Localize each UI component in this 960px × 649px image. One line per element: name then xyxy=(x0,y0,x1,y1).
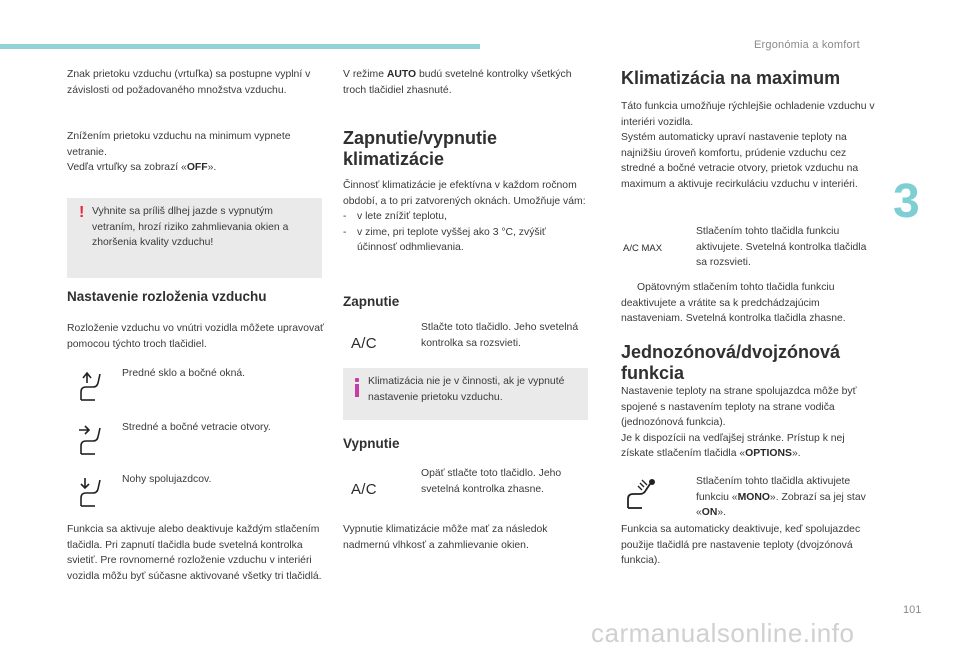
ac-max-paragraph-1: Táto funkcia umožňuje rýchlejšie ochladenie vzduchu v interiéri vozidla. xyxy=(621,101,875,128)
option-footwell-label: Nohy spolujazdcov. xyxy=(122,474,212,485)
zone-footer-paragraph: Funkcia sa automaticky deaktivuje, keď spolujazdec použije tlačidlá pre nastavenie teploty (dvojzónová funkcia). xyxy=(621,524,861,566)
mono-seat-icon xyxy=(622,477,662,511)
ac-intro xyxy=(343,178,588,256)
mono-text: Stlačením tohto tlačidla aktivujete funkciu «MONO». Zobrazí sa jej stav «ON». xyxy=(696,476,866,518)
distribution-footer-paragraph: Funkcia sa aktivuje alebo deaktivuje každým stlačením tlačidla. Pri zapnutí tlačidla bude svetelná kontrolka svietiť. Pre rovnomerné rozloženie vzduchu v interiéri vozidla môžu byť súčasne aktivované všetky tri tlačidlá. xyxy=(67,524,322,582)
ac-max-on-text: Stlačením tohto tlačidla funkciu aktivujete. Svetelná kontrolka tlačidla sa rozsvieti. xyxy=(696,226,867,268)
header-accent-bar xyxy=(0,44,480,49)
ac-max-off-text: Opätovným stlačením tohto tlačidla funkciu deaktivujete a vrátite sa k predchádzajúcim nastaveniam. Svetelná kontrolka tlačidla zhasne. xyxy=(621,282,846,324)
ac-max-button-icon: A/C MAX xyxy=(623,243,663,254)
zone-paragraph: Nastavenie teploty na strane spolujazdca môže byť spojené s nastavením teploty na strane vodiča (jednozónová funkcia). xyxy=(621,386,857,428)
switch-on-heading: Zapnutie xyxy=(343,294,400,309)
switch-off-text: Opäť stlačte toto tlačidlo. Jeho svetelná kontrolka zhasne. xyxy=(421,468,562,495)
footwell-airflow-icon xyxy=(73,476,107,508)
zone-heading: Jednozónová/dvojzónová funkcia xyxy=(621,342,841,383)
list-item: - v lete znížiť teplotu, xyxy=(343,211,447,222)
info-icon xyxy=(354,378,360,397)
ac-benefits-list xyxy=(343,209,588,256)
distribution-paragraph: Rozloženie vzduchu vo vnútri vozidla môžete upravovať pomocou týchto troch tlačidiel. xyxy=(67,323,324,350)
distribution-heading-wrap xyxy=(67,289,325,305)
chapter-number: 3 xyxy=(893,175,920,228)
airflow-minimum-paragraph: Znížením prietoku vzduchu na minimum vypnete vetranie. xyxy=(67,131,291,158)
off-label: OFF xyxy=(186,162,208,173)
mono-label: MONO xyxy=(737,491,770,503)
section-title: Ergonómia a komfort xyxy=(754,39,860,51)
vents-airflow-icon xyxy=(73,424,107,456)
list-item: - v zime, pri teplote vyššej ako 3 °C, zvýšiť účinnosť odhmlievania. xyxy=(343,226,546,253)
col1-airflow-text xyxy=(67,67,325,98)
auto-label: AUTO xyxy=(386,69,417,80)
ac-onoff-heading: Zapnutie/vypnutie klimatizácie xyxy=(343,128,498,169)
airflow-fan-paragraph: Znak prietoku vzduchu (vrtuľka) sa postupne vyplní v závislosti od požadovaného množstva vzduchu. xyxy=(67,69,311,96)
page-number: 101 xyxy=(903,604,922,616)
col1-minimum-text xyxy=(67,129,325,176)
auto-mode-paragraph: V režime AUTO budú svetelné kontrolky všetkých troch tlačidiel zhasnuté. xyxy=(343,69,572,96)
ac-intro-paragraph: Činnosť klimatizácie je efektívna v každom ročnom období, a to pri zatvorených oknách. Umožňuje vám: xyxy=(343,180,586,207)
ac-button-icon-off: A/C xyxy=(351,481,377,498)
zone-footer xyxy=(621,522,879,569)
distribution-intro xyxy=(67,321,325,352)
zone-intro xyxy=(621,384,879,462)
ac-max-paragraph-2: Systém automaticky upraví nastavenie teploty na najnižšiu úroveň komfortu, prúdenie vzduchu cez stredné a bočné vetracie otvory, prietok vzduchu na maximum a aktivuje recirkuláciu vzduchu v interiéri. xyxy=(621,132,859,190)
distribution-footer xyxy=(67,522,325,584)
warning-box xyxy=(67,198,322,278)
switch-on-heading-wrap xyxy=(343,294,588,310)
ac-max-heading: Klimatizácia na maximum xyxy=(621,68,841,88)
options-label: OPTIONS xyxy=(745,448,792,459)
ac-max-heading-wrap xyxy=(621,68,879,89)
watermark: carmanualsonline.info xyxy=(591,618,855,648)
switch-off-heading: Vypnutie xyxy=(343,436,400,451)
ac-max-intro xyxy=(621,99,879,192)
info-box xyxy=(343,368,588,420)
ac-onoff-heading-wrap xyxy=(343,128,588,170)
on-label: ON xyxy=(701,507,718,518)
off-indicator-paragraph: Vedľa vrtuľky sa zobrazí «OFF». xyxy=(67,162,217,173)
zone-heading-wrap xyxy=(621,342,879,384)
warning-icon: ! xyxy=(79,204,85,221)
switch-off-heading-wrap xyxy=(343,436,588,452)
option-windscreen-label: Predné sklo a bočné okná. xyxy=(122,368,246,379)
warning-text: Vyhnite sa príliš dlhej jazde s vypnutým vetraním, hrozí riziko zahmlievania okien a zhoršenia kvality vzduchu! xyxy=(92,206,289,248)
switch-off-note xyxy=(343,522,588,553)
distribution-heading: Nastavenie rozloženia vzduchu xyxy=(67,289,267,304)
ac-button-icon: A/C xyxy=(351,335,377,352)
options-paragraph: Je k dispozícii na vedľajšej stránke. Prístup k nej získate stlačením tlačidla «OPTIONS». xyxy=(621,432,845,459)
switch-off-note-paragraph: Vypnutie klimatizácie môže mať za následok nadmernú vlhkosť a zahmlievanie okien. xyxy=(343,524,548,551)
windscreen-airflow-icon xyxy=(73,370,107,402)
switch-on-text: Stlačte toto tlačidlo. Jeho svetelná kontrolka sa rozsvieti. xyxy=(421,322,579,349)
option-vents-label: Stredné a bočné vetracie otvory. xyxy=(122,422,271,433)
auto-mode-text xyxy=(343,67,588,98)
info-text: Klimatizácia nie je v činnosti, ak je vypnuté nastavenie prietoku vzduchu. xyxy=(368,376,565,403)
